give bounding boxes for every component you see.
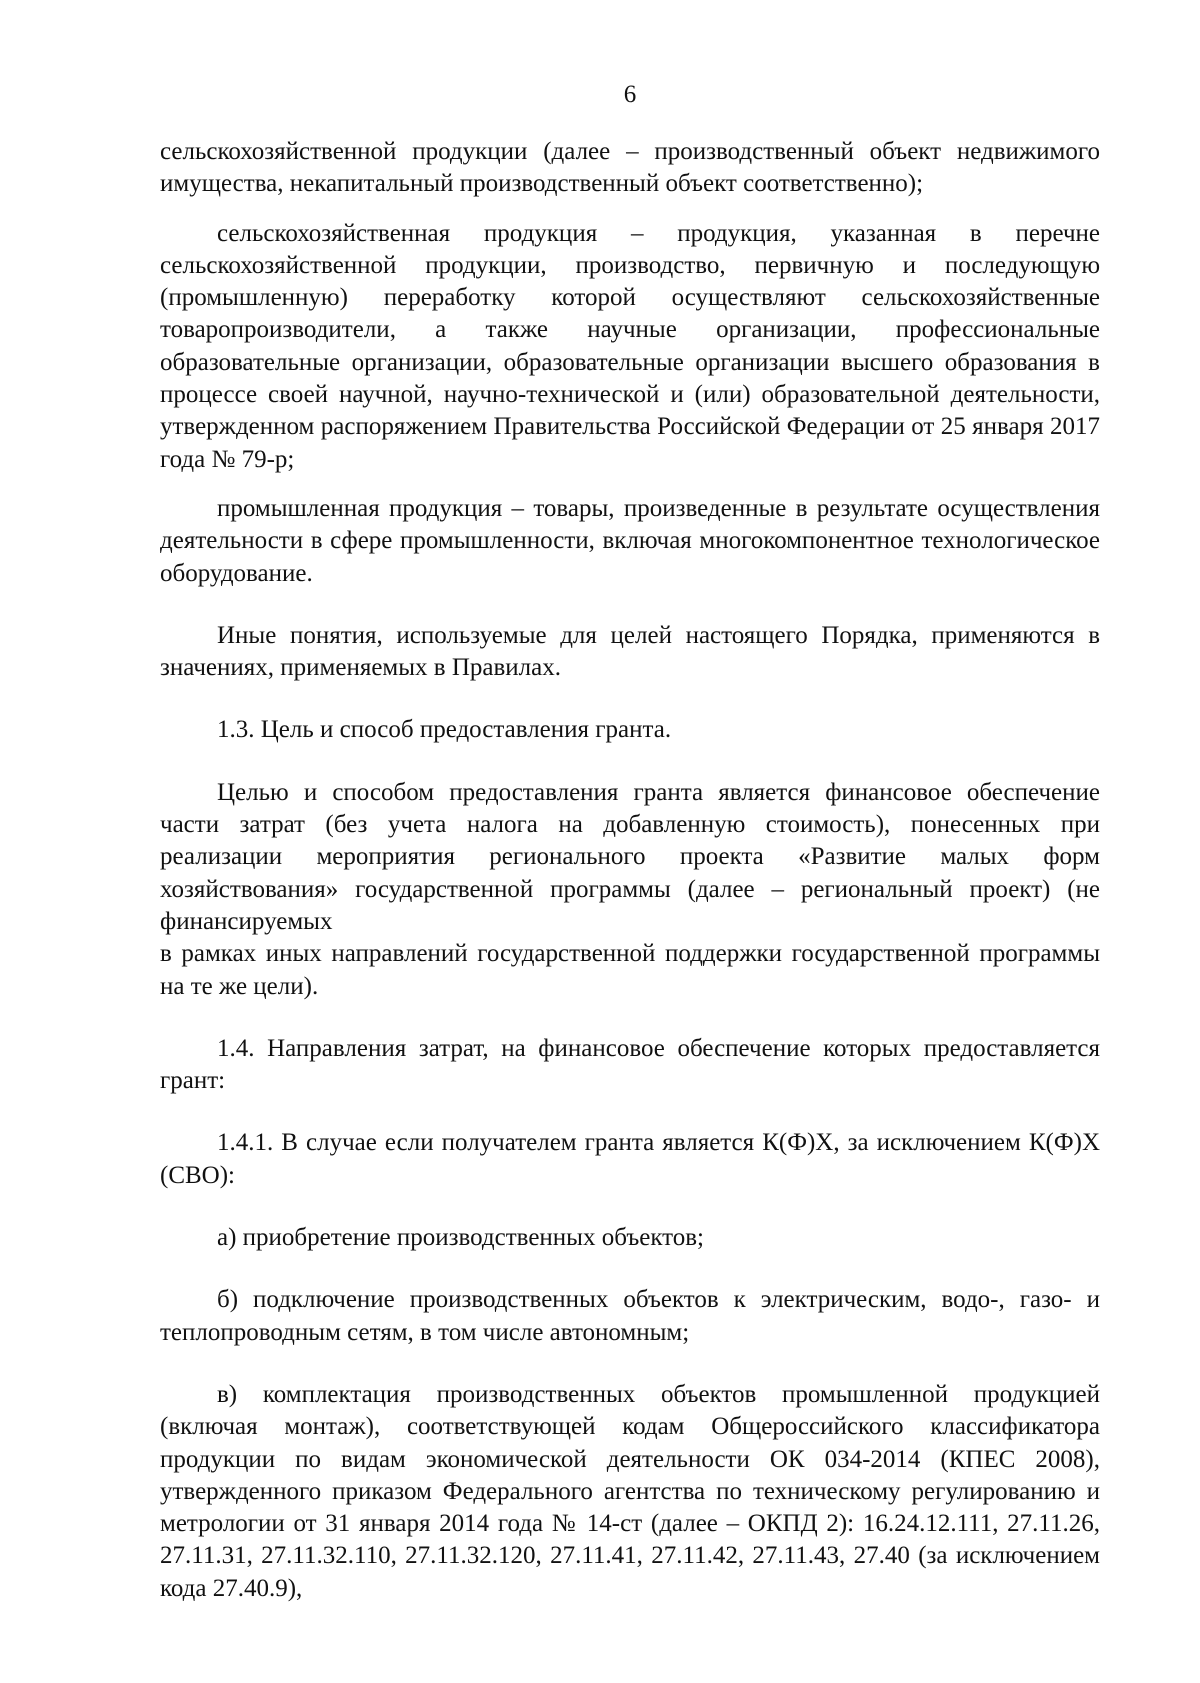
paragraph-definition-continuation: сельскохозяйственной продукции (далее – производственный объект недвижимого имущества, некапитальный производственный объект соответственно); xyxy=(160,138,1100,198)
paragraph-industrial-products: промышленная продукция – товары, произведенные в результате осуществления деятельности в сфере промышленности, включая многокомпонентное технологическое оборудование. xyxy=(160,494,1100,587)
list-item-a: а) приобретение производственных объектов; xyxy=(217,1224,704,1252)
paragraph-grant-purpose: Целью и способом предоставления гранта является финансовое обеспечение части затрат (без учета налога на добавленную стоимость), понесенных при реализации мероприятия регионального проекта «Развитие малых форм хозяйствования» государственной программы (далее – региональный проект) (не финансируемых xyxy=(160,778,1100,935)
page-number: 6 xyxy=(623,81,637,108)
list-item-b: б) подключение производственных объектов к электрическим, водо-, газо- и теплопроводным сетям, в том числе автономным; xyxy=(160,1286,1100,1346)
document-body xyxy=(160,136,1100,1605)
paragraph-agricultural-products: сельскохозяйственная продукция – продукция, указанная в перечне сельскохозяйственной продукции, производство, первичную и последующую (промышленную) переработку которой осуществляют сельскохозяйственные товаропроизводители, а также научные организации, профессиональные образовательные организации, образовательные организации высшего образования в процессе своей научной, научно-технической и (или) образовательной деятельности, утвержденном распоряжением Правительства Российской Федерации от 25 января 2017 года № 79-р; xyxy=(160,219,1100,473)
section-heading-1-4-1: 1.4.1. В случае если получателем гранта является К(Ф)Х, за исключением К(Ф)Х (СВО): xyxy=(160,1129,1100,1189)
paragraph-grant-purpose-continuation: в рамках иных направлений государственной поддержки государственной программы на те же цели). xyxy=(160,940,1100,1000)
list-item-v: в) комплектация производственных объектов промышленной продукцией (включая монтаж), соответствующей кодам Общероссийского классификатора продукции по видам экономической деятельности ОК 034-2014 (КПЕС 2008), утвержденного приказом Федерального агентства по техническому регулированию и метрологии от 31 января 2014 года № 14-ст (далее – ОКПД 2): 16.24.12.111, 27.11.26, 27.11.31, 27.11.32.110, 27.11.32.120, 27.11.41, 27.11.42, 27.11.43, 27.40 (за исключением кода 27.40.9), xyxy=(160,1380,1100,1602)
section-heading-1-4: 1.4. Направления затрат, на финансовое обеспечение которых предоставляется грант: xyxy=(160,1034,1100,1095)
paragraph-other-terms: Иные понятия, используемые для целей настоящего Порядка, применяются в значениях, применяемых в Правилах. xyxy=(160,621,1100,682)
section-heading-1-3: 1.3. Цель и способ предоставления гранта. xyxy=(217,716,672,744)
